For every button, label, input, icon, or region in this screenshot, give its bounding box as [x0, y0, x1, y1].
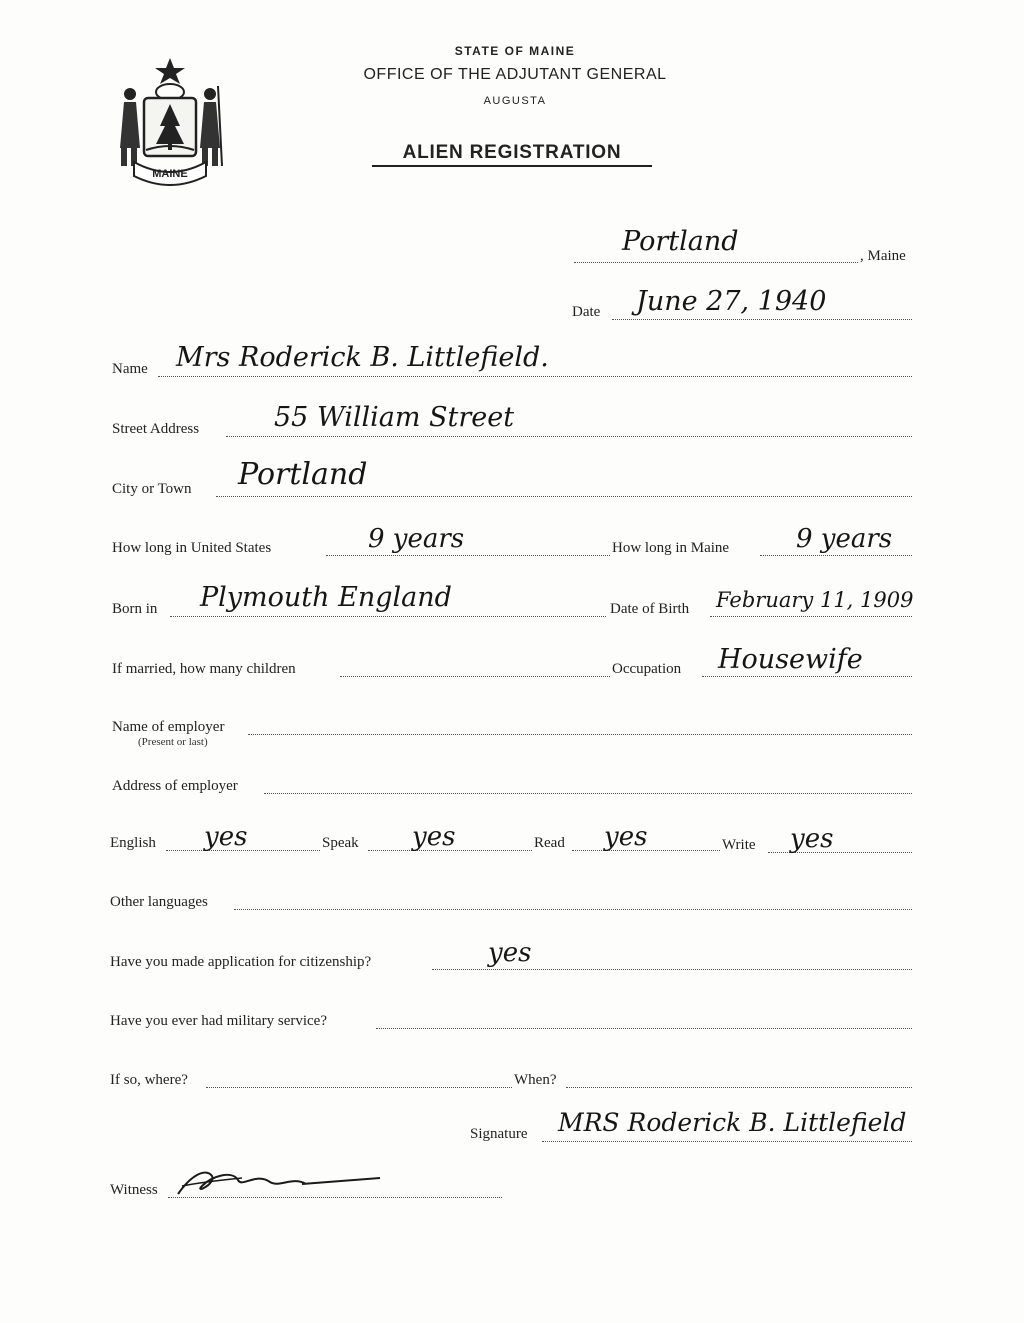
citizenship-line [432, 969, 912, 970]
when-line [566, 1087, 912, 1088]
where-label: If so, where? [110, 1072, 188, 1088]
employer-address-label: Address of employer [112, 778, 238, 794]
read-label: Read [534, 835, 565, 851]
citizenship-value: yes [488, 938, 532, 968]
date-value: June 27, 1940 [636, 286, 827, 317]
occupation-label: Occupation [612, 661, 682, 677]
speak-label: Speak [322, 835, 359, 851]
header-office: OFFICE OF THE ADJUTANT GENERAL [363, 66, 667, 83]
occupation-value: Housewife [718, 644, 863, 675]
street-value: 55 William Street [274, 402, 515, 433]
header-city: AUGUSTA [483, 95, 547, 107]
name-value: Mrs Roderick B. Littlefield. [176, 342, 549, 373]
city-value: Portland [238, 457, 368, 492]
how-long-maine-value: 9 years [796, 524, 893, 554]
citizenship-label: Have you made application for citizenship? [110, 954, 372, 970]
employer-line [248, 734, 912, 735]
where-line [206, 1087, 512, 1088]
how-long-us-label: How long in United States [112, 540, 272, 556]
born-in-value: Plymouth England [200, 582, 452, 613]
write-value: yes [790, 824, 834, 854]
signature-line [542, 1141, 912, 1142]
occupation-line [702, 676, 912, 677]
english-value: yes [204, 822, 248, 852]
place-value: Portland [622, 226, 739, 257]
street-label: Street Address [112, 421, 200, 437]
other-languages-label: Other languages [110, 894, 208, 910]
when-label: When? [514, 1072, 557, 1088]
employer-address-line [264, 793, 912, 794]
read-value: yes [604, 822, 648, 852]
dob-label: Date of Birth [610, 601, 690, 617]
employer-label: Name of employer [112, 719, 225, 735]
city-line [216, 496, 912, 497]
dob-line [710, 616, 912, 617]
born-in-label: Born in [112, 601, 158, 617]
signature-value: MRS Roderick B. Littlefield [558, 1108, 907, 1137]
street-line [226, 436, 912, 437]
born-in-line [170, 616, 606, 617]
military-line [376, 1028, 912, 1029]
english-label: English [110, 835, 156, 851]
header-state: STATE OF MAINE [454, 44, 576, 58]
dob-value: February 11, 1909 [716, 588, 914, 612]
signature-label: Signature [470, 1126, 528, 1142]
date-label: Date [572, 304, 601, 320]
witness-label: Witness [110, 1182, 158, 1198]
speak-value: yes [412, 822, 456, 852]
place-line [574, 262, 858, 263]
seal-label: MAINE [152, 168, 188, 180]
maine-label: , Maine [860, 248, 906, 264]
name-line [158, 376, 912, 377]
state-seal-icon [114, 56, 226, 186]
how-long-maine-label: How long in Maine [612, 540, 730, 556]
name-label: Name [112, 361, 148, 377]
how-long-maine-line [760, 555, 912, 556]
military-label: Have you ever had military service? [110, 1013, 327, 1029]
how-long-us-value: 9 years [368, 524, 465, 554]
write-label: Write [722, 837, 756, 853]
other-languages-line [234, 909, 912, 910]
date-line [612, 319, 912, 320]
children-label: If married, how many children [112, 661, 296, 677]
form-title: ALIEN REGISTRATION [372, 142, 652, 167]
children-line [340, 676, 610, 677]
witness-signature-icon [172, 1164, 386, 1202]
how-long-us-line [326, 555, 610, 556]
city-label: City or Town [112, 481, 192, 497]
employer-note: (Present or last) [138, 736, 208, 748]
